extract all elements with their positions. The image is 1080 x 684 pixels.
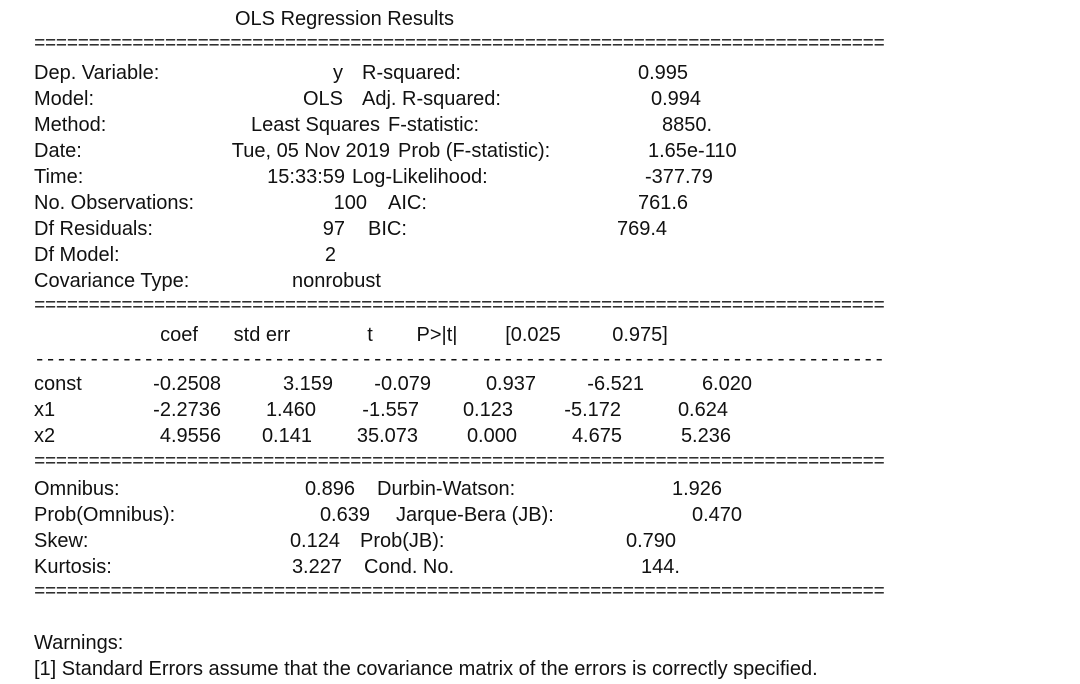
summary-label: Method:	[34, 114, 107, 136]
diagnostics-stat-value: 0.790	[626, 530, 677, 552]
diagnostics-value: 0.639	[319, 504, 370, 526]
summary-value: Tue, 05 Nov 2019	[231, 140, 390, 162]
summary-label: Model:	[34, 88, 95, 110]
diagnostics-stat-value: 0.470	[692, 504, 743, 526]
summary-label: Time:	[34, 166, 84, 188]
summary-stat-value: 761.6	[638, 192, 689, 214]
warnings-heading: Warnings:	[34, 632, 124, 654]
table-cell: 5.236	[680, 425, 731, 447]
table-cell: 0.000	[466, 425, 517, 447]
summary-value: Least Squares	[251, 114, 380, 136]
table-cell: -6.521	[587, 373, 644, 395]
diagnostics-stat-value: 144.	[641, 556, 680, 578]
summary-stat-label: Adj. R-squared:	[362, 88, 501, 110]
table-cell: 4.675	[571, 425, 622, 447]
diagnostics-stat-value: 1.926	[672, 478, 723, 500]
diagnostics-value: 0.124	[289, 530, 340, 552]
column-header: std err	[233, 324, 291, 346]
diagnostics-label: Prob(Omnibus):	[34, 504, 176, 526]
summary-stat-value: 0.994	[651, 88, 702, 110]
summary-value: y	[333, 62, 343, 84]
summary-label: Covariance Type:	[34, 270, 190, 292]
diagnostics-stat-label: Cond. No.	[364, 556, 455, 578]
summary-stat-value: -377.79	[645, 166, 713, 188]
row-name: x2	[34, 425, 56, 447]
summary-value: 15:33:59	[267, 166, 345, 188]
column-header: P>|t|	[416, 324, 458, 346]
column-header: 0.975]	[612, 324, 668, 346]
summary-stat-value: 0.995	[638, 62, 689, 84]
column-header: [0.025	[505, 324, 561, 346]
row-name: x1	[34, 399, 56, 421]
summary-value: 2	[324, 244, 336, 266]
summary-label: Date:	[34, 140, 82, 162]
row-name: const	[34, 373, 82, 395]
results-title: OLS Regression Results	[235, 8, 454, 30]
summary-stat-label: R-squared:	[362, 62, 461, 84]
column-header: t	[367, 324, 373, 346]
table-cell: -1.557	[362, 399, 419, 421]
summary-value: nonrobust	[292, 270, 381, 292]
summary-value: 97	[322, 218, 345, 240]
diagnostics-stat-label: Prob(JB):	[360, 530, 445, 552]
diagnostics-stat-label: Jarque-Bera (JB):	[396, 504, 554, 526]
table-cell: -5.172	[564, 399, 621, 421]
table-cell: 6.020	[701, 373, 752, 395]
double-separator: ==============================================================================	[34, 34, 885, 54]
table-cell: -0.2508	[153, 373, 221, 395]
diagnostics-stat-label: Durbin-Watson:	[377, 478, 516, 500]
summary-value: OLS	[302, 88, 343, 110]
summary-stat-value: 769.4	[617, 218, 668, 240]
single-separator: ------------------------------------------------------------------------------	[34, 350, 885, 370]
diagnostics-label: Omnibus:	[34, 478, 120, 500]
diagnostics-label: Kurtosis:	[34, 556, 112, 578]
summary-stat-label: Log-Likelihood:	[352, 166, 488, 188]
diagnostics-value: 0.896	[304, 478, 355, 500]
table-cell: -2.2736	[153, 399, 221, 421]
double-separator: ==============================================================================	[34, 452, 885, 472]
table-cell: 4.9556	[159, 425, 221, 447]
warning-item: [1] Standard Errors assume that the covariance matrix of the errors is correctly specified.	[34, 658, 818, 680]
table-cell: -0.079	[374, 373, 431, 395]
table-cell: 0.937	[485, 373, 536, 395]
table-cell: 0.123	[462, 399, 513, 421]
diagnostics-value: 3.227	[291, 556, 342, 578]
double-separator: ==============================================================================	[34, 582, 885, 602]
table-cell: 1.460	[265, 399, 316, 421]
summary-stat-label: Prob (F-statistic):	[398, 140, 551, 162]
table-cell: 3.159	[282, 373, 333, 395]
diagnostics-label: Skew:	[34, 530, 89, 552]
table-cell: 0.141	[261, 425, 312, 447]
summary-stat-label: F-statistic:	[388, 114, 480, 136]
table-cell: 35.073	[356, 425, 418, 447]
summary-value: 100	[333, 192, 367, 214]
summary-stat-value: 1.65e-110	[648, 140, 737, 162]
summary-label: Dep. Variable:	[34, 62, 160, 84]
summary-label: Df Residuals:	[34, 218, 153, 240]
summary-stat-label: AIC:	[388, 192, 427, 214]
double-separator: ==============================================================================	[34, 296, 885, 316]
summary-label: Df Model:	[34, 244, 120, 266]
column-header: coef	[160, 324, 198, 346]
summary-stat-label: BIC:	[368, 218, 407, 240]
summary-label: No. Observations:	[34, 192, 195, 214]
summary-stat-value: 8850.	[662, 114, 713, 136]
table-cell: 0.624	[677, 399, 728, 421]
